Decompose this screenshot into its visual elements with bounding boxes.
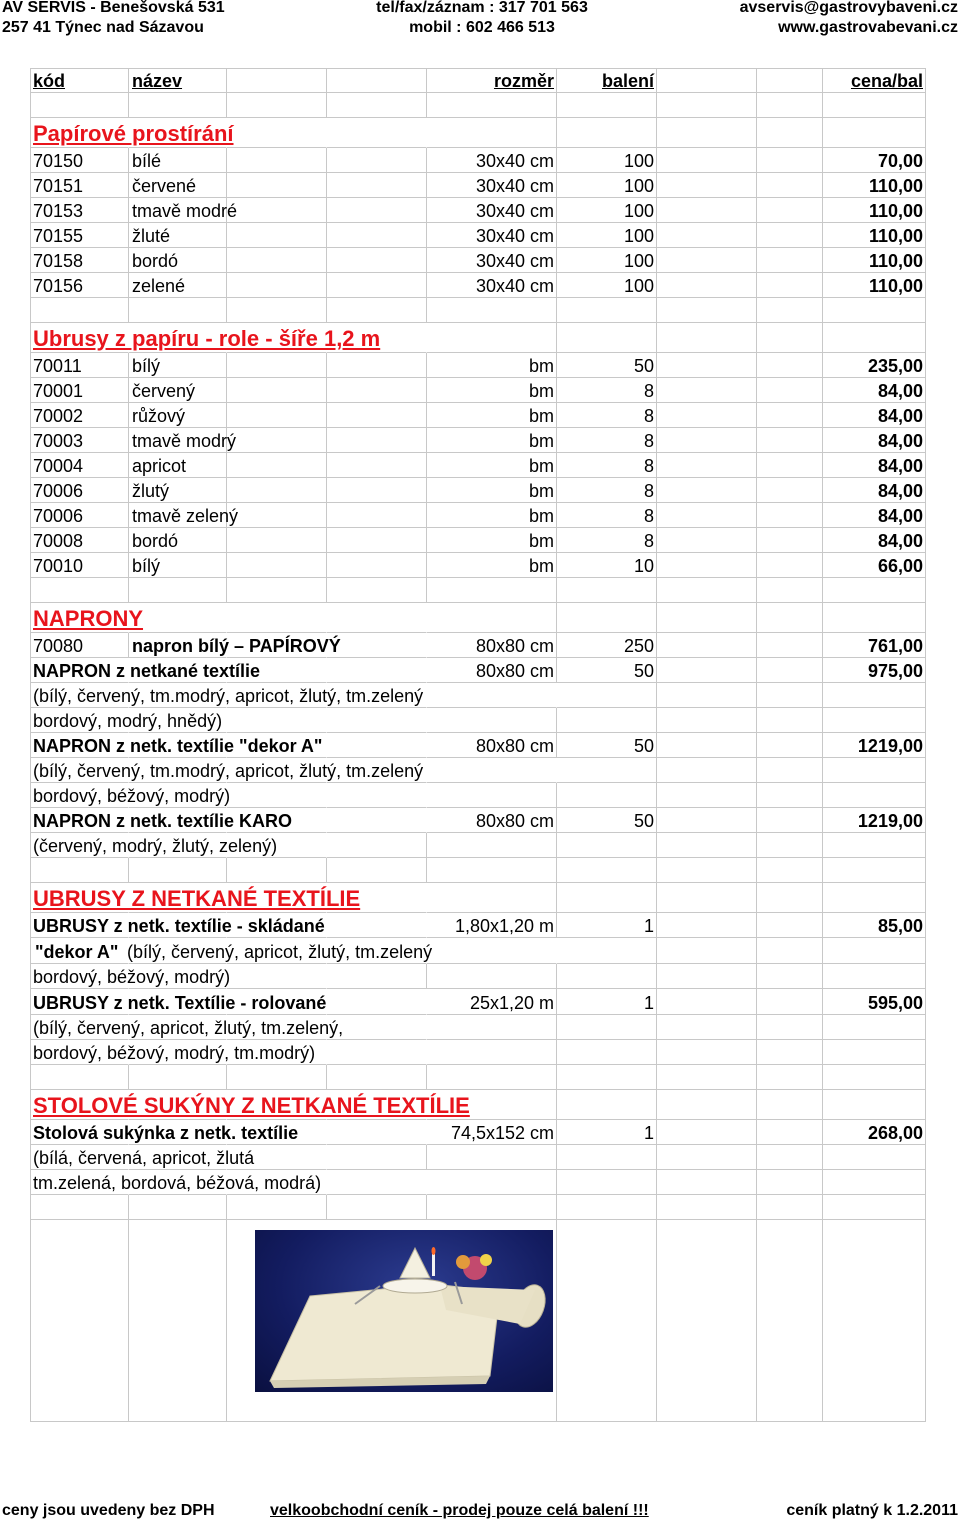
cell-rozmer: 25x1,20 m bbox=[469, 993, 554, 1013]
cell-cena: 110,00 bbox=[868, 276, 923, 296]
cell-nazev: apricot bbox=[132, 456, 187, 476]
table-row bbox=[30, 989, 925, 1015]
cell-nazev: napron bílý – PAPÍROVÝ bbox=[132, 636, 341, 656]
cell-kod: 70153 bbox=[33, 201, 84, 221]
color-list: tm.zelená, bordová, béžová, modrá) bbox=[33, 1173, 322, 1193]
color-list: bordový, béžový, modrý) bbox=[33, 967, 231, 987]
footer-wholesale-note: velkoobchodní ceník - prodej pouze celá balení !!! bbox=[270, 1502, 649, 1519]
table-row bbox=[30, 173, 925, 198]
table-row bbox=[30, 223, 925, 248]
cell-baleni: 100 bbox=[623, 251, 654, 271]
cell-cena: 110,00 bbox=[868, 251, 923, 271]
table-row bbox=[30, 633, 925, 658]
cell-kod: 70011 bbox=[33, 356, 82, 376]
cell-nazev: zelené bbox=[132, 276, 186, 296]
cell-rozmer: bm bbox=[528, 356, 554, 376]
phone: tel/fax/záznam : 317 701 563 bbox=[376, 0, 588, 16]
section-sukne bbox=[30, 1090, 925, 1120]
col-header-cena: cena/bal bbox=[850, 71, 923, 91]
cell-kod: 70006 bbox=[33, 506, 84, 526]
table-row bbox=[30, 1170, 925, 1195]
cell-nazev: UBRUSY z netk. textílie - skládané bbox=[33, 916, 325, 936]
footer-valid-date: ceník platný k 1.2.2011 bbox=[786, 1502, 958, 1519]
table-row bbox=[30, 378, 925, 403]
table-row bbox=[30, 453, 925, 478]
cell-cena: 761,00 bbox=[867, 636, 923, 656]
cell-cena: 84,00 bbox=[877, 381, 923, 401]
email[interactable]: avservis@gastrovybaveni.cz bbox=[739, 0, 958, 16]
cell-rozmer: 30x40 cm bbox=[475, 226, 554, 246]
spacer-row bbox=[30, 1195, 925, 1220]
cell-baleni: 100 bbox=[623, 151, 654, 171]
cell-cena: 84,00 bbox=[877, 531, 923, 551]
table-row bbox=[30, 683, 925, 708]
col-header-baleni: balení bbox=[601, 71, 654, 91]
spacer-row bbox=[30, 298, 925, 323]
mobile: mobil : 602 466 513 bbox=[409, 19, 555, 36]
table-row bbox=[30, 553, 925, 578]
spacer-row bbox=[30, 578, 925, 603]
cell-kod: 70008 bbox=[33, 531, 84, 551]
section-ubrusy-netkane bbox=[30, 883, 925, 913]
cell-nazev: bílý bbox=[132, 556, 161, 576]
cell-baleni: 8 bbox=[643, 481, 654, 501]
cell-rozmer: bm bbox=[528, 506, 554, 526]
table-row bbox=[30, 503, 925, 528]
cell-rozmer: 80x80 cm bbox=[475, 661, 554, 681]
table-row bbox=[30, 733, 925, 758]
cell-nazev: tmavě modré bbox=[132, 201, 238, 221]
cell-nazev: tmavě zelený bbox=[132, 506, 239, 526]
cell-baleni: 250 bbox=[623, 636, 654, 656]
cell-rozmer: 30x40 cm bbox=[475, 276, 554, 296]
cell-nazev: žlutý bbox=[132, 481, 170, 501]
section-ubrusy-papir bbox=[30, 323, 925, 353]
table-row bbox=[30, 403, 925, 428]
cell-baleni: 8 bbox=[643, 456, 654, 476]
cell-nazev: žluté bbox=[132, 226, 171, 246]
section-papirove-title: Papírové prostírání bbox=[33, 121, 234, 146]
table-row bbox=[30, 833, 925, 858]
cell-baleni: 50 bbox=[633, 736, 654, 756]
cell-baleni: 100 bbox=[623, 276, 654, 296]
section-naprony bbox=[30, 603, 925, 633]
table-row bbox=[30, 938, 925, 964]
spacer-row bbox=[30, 1065, 925, 1090]
cell-nazev: růžový bbox=[132, 406, 186, 426]
table-row bbox=[30, 1040, 925, 1065]
cell-rozmer: 80x80 cm bbox=[475, 811, 554, 831]
table-row bbox=[30, 1015, 925, 1040]
column-header-row bbox=[30, 68, 925, 93]
table-row bbox=[30, 353, 925, 378]
cell-cena: 235,00 bbox=[867, 356, 923, 376]
table-row bbox=[30, 783, 925, 808]
company-name: AV SERVIS - Benešovská 531 bbox=[2, 0, 225, 16]
table-row bbox=[30, 198, 925, 223]
color-list: bordový, béžový, modrý) bbox=[33, 786, 231, 806]
cell-kod: 70151 bbox=[33, 176, 84, 196]
cell-nazev: červený bbox=[132, 381, 196, 401]
section-ubrusy-papir-title: Ubrusy z papíru - role - šíře 1,2 m bbox=[33, 326, 381, 351]
table-row bbox=[30, 273, 925, 298]
cell-rozmer: bm bbox=[528, 531, 554, 551]
page-footer bbox=[0, 1500, 960, 1522]
cell-rozmer: bm bbox=[528, 431, 554, 451]
cell-cena: 85,00 bbox=[877, 916, 923, 936]
col-header-rozmer: rozměr bbox=[493, 71, 554, 91]
cell-baleni: 8 bbox=[643, 406, 654, 426]
cell-baleni: 1 bbox=[643, 993, 654, 1013]
col-header-nazev: název bbox=[132, 71, 183, 91]
table-row bbox=[30, 528, 925, 553]
cell-cena: 84,00 bbox=[877, 481, 923, 501]
website[interactable]: www.gastrovabevani.cz bbox=[778, 19, 958, 36]
cell-cena: 595,00 bbox=[867, 993, 923, 1013]
cell-cena: 84,00 bbox=[877, 431, 923, 451]
cell-rozmer: 1,80x1,20 m bbox=[454, 916, 554, 936]
cell-kod: 70010 bbox=[33, 556, 84, 576]
color-list: (bílý, červený, apricot, žlutý, tm.zelený, bbox=[33, 1018, 344, 1038]
cell-cena: 84,00 bbox=[877, 456, 923, 476]
cell-cena: 84,00 bbox=[877, 506, 923, 526]
color-list: (bílý, červený, tm.modrý, apricot, žlutý, tm.zelený bbox=[33, 686, 424, 706]
cell-nazev: NAPRON z netk. textílie "dekor A" bbox=[33, 736, 323, 756]
cell-cena: 268,00 bbox=[867, 1123, 923, 1143]
table-row bbox=[30, 964, 925, 989]
cell-rozmer: bm bbox=[528, 406, 554, 426]
section-sukne-title: STOLOVÉ SUKÝNY Z NETKANÉ TEXTÍLIE bbox=[33, 1093, 470, 1118]
cell-rozmer: bm bbox=[528, 456, 554, 476]
cell-baleni: 100 bbox=[623, 201, 654, 221]
cell-cena: 110,00 bbox=[868, 176, 923, 196]
cell-rozmer: bm bbox=[528, 481, 554, 501]
color-list: (červený, modrý, žlutý, zelený) bbox=[33, 836, 278, 856]
color-list: (bílý, červený, tm.modrý, apricot, žlutý, tm.zelený bbox=[33, 761, 424, 781]
cell-cena: 1219,00 bbox=[857, 811, 923, 831]
cell-baleni: 8 bbox=[643, 431, 654, 451]
cell-rozmer: 30x40 cm bbox=[475, 176, 554, 196]
product-photo bbox=[250, 1226, 556, 1396]
cell-rozmer: 30x40 cm bbox=[475, 151, 554, 171]
cell-baleni: 8 bbox=[643, 506, 654, 526]
table-row bbox=[30, 708, 925, 733]
table-row bbox=[30, 148, 925, 173]
cell-rozmer: 80x80 cm bbox=[475, 636, 554, 656]
cell-kod: 70150 bbox=[33, 151, 84, 171]
table-row bbox=[30, 1145, 925, 1170]
cell-nazev: bordó bbox=[132, 531, 179, 551]
section-naprony-title: NAPRONY bbox=[33, 606, 144, 631]
cell-cena: 110,00 bbox=[868, 201, 923, 221]
cell-nazev: tmavě modrý bbox=[132, 431, 237, 451]
table-setting-illustration bbox=[250, 1226, 556, 1396]
cell-baleni: 100 bbox=[623, 176, 654, 196]
table-row bbox=[30, 1120, 925, 1145]
cell-rozmer: 80x80 cm bbox=[475, 736, 554, 756]
cell-kod: 70155 bbox=[33, 226, 84, 246]
company-address: 257 41 Týnec nad Sázavou bbox=[2, 19, 204, 36]
cell-kod: 70002 bbox=[33, 406, 84, 426]
price-list-table bbox=[30, 68, 925, 1422]
cell-cena: 84,00 bbox=[877, 406, 923, 426]
cell-kod: 70158 bbox=[33, 251, 84, 271]
table-row bbox=[30, 658, 925, 683]
cell-kod: 70003 bbox=[33, 431, 84, 451]
col-header-kod: kód bbox=[33, 71, 66, 91]
cell-nazev: UBRUSY z netk. Textílie - rolované bbox=[33, 993, 327, 1013]
table-row bbox=[30, 248, 925, 273]
cell-rozmer: 74,5x152 cm bbox=[450, 1123, 554, 1143]
footer-vat-note: ceny jsou uvedeny bez DPH bbox=[2, 1502, 215, 1519]
cell-baleni: 10 bbox=[633, 556, 654, 576]
cell-kod: 70080 bbox=[33, 636, 84, 656]
cell-baleni: 100 bbox=[623, 226, 654, 246]
cell-nazev: bílé bbox=[132, 151, 162, 171]
color-list: (bílá, červená, apricot, žlutá bbox=[33, 1148, 255, 1168]
spacer-row bbox=[30, 858, 925, 883]
color-list: (bílý, červený, apricot, žlutý, tm.zelený bbox=[127, 942, 433, 962]
color-list: bordový, béžový, modrý, tm.modrý) bbox=[33, 1043, 316, 1063]
cell-baleni: 50 bbox=[633, 811, 654, 831]
cell-baleni: 1 bbox=[643, 1123, 654, 1143]
table-row bbox=[30, 913, 925, 938]
cell-cena: 110,00 bbox=[868, 226, 923, 246]
cell-kod: 70004 bbox=[33, 456, 84, 476]
color-list: bordový, modrý, hnědý) bbox=[33, 711, 223, 731]
cell-cena: 66,00 bbox=[877, 556, 923, 576]
cell-cena: 1219,00 bbox=[857, 736, 923, 756]
table-row bbox=[30, 478, 925, 503]
cell-nazev: bílý bbox=[132, 356, 161, 376]
cell-nazev: bordó bbox=[132, 251, 179, 271]
cell-rozmer: 30x40 cm bbox=[475, 251, 554, 271]
section-papirove bbox=[30, 118, 925, 148]
cell-baleni: 50 bbox=[633, 661, 654, 681]
cell-cena: 70,00 bbox=[877, 151, 923, 171]
cell-rozmer: bm bbox=[528, 381, 554, 401]
cell-rozmer: bm bbox=[528, 556, 554, 576]
cell-kod: 70006 bbox=[33, 481, 84, 501]
cell-baleni: 8 bbox=[643, 381, 654, 401]
page-header bbox=[0, 0, 960, 40]
cell-nazev: NAPRON z netk. textílie KARO bbox=[33, 811, 293, 831]
cell-nazev: červené bbox=[132, 176, 197, 196]
spacer-row bbox=[30, 93, 925, 118]
cell-baleni: 8 bbox=[643, 531, 654, 551]
section-ubrusy-netkane-title: UBRUSY Z NETKANÉ TEXTÍLIE bbox=[33, 886, 361, 911]
cell-kod: 70001 bbox=[33, 381, 84, 401]
cell-baleni: 50 bbox=[633, 356, 654, 376]
cell-cena: 975,00 bbox=[867, 661, 923, 681]
cell-baleni: 1 bbox=[643, 916, 654, 936]
table-row bbox=[30, 428, 925, 453]
table-row bbox=[30, 758, 925, 783]
cell-rozmer: 30x40 cm bbox=[475, 201, 554, 221]
dekor-label: "dekor A" bbox=[35, 942, 119, 962]
cell-nazev: NAPRON z netkané textílie bbox=[33, 661, 261, 681]
cell-nazev: Stolová sukýnka z netk. textílie bbox=[33, 1123, 299, 1143]
cell-kod: 70156 bbox=[33, 276, 84, 296]
table-row bbox=[30, 808, 925, 833]
